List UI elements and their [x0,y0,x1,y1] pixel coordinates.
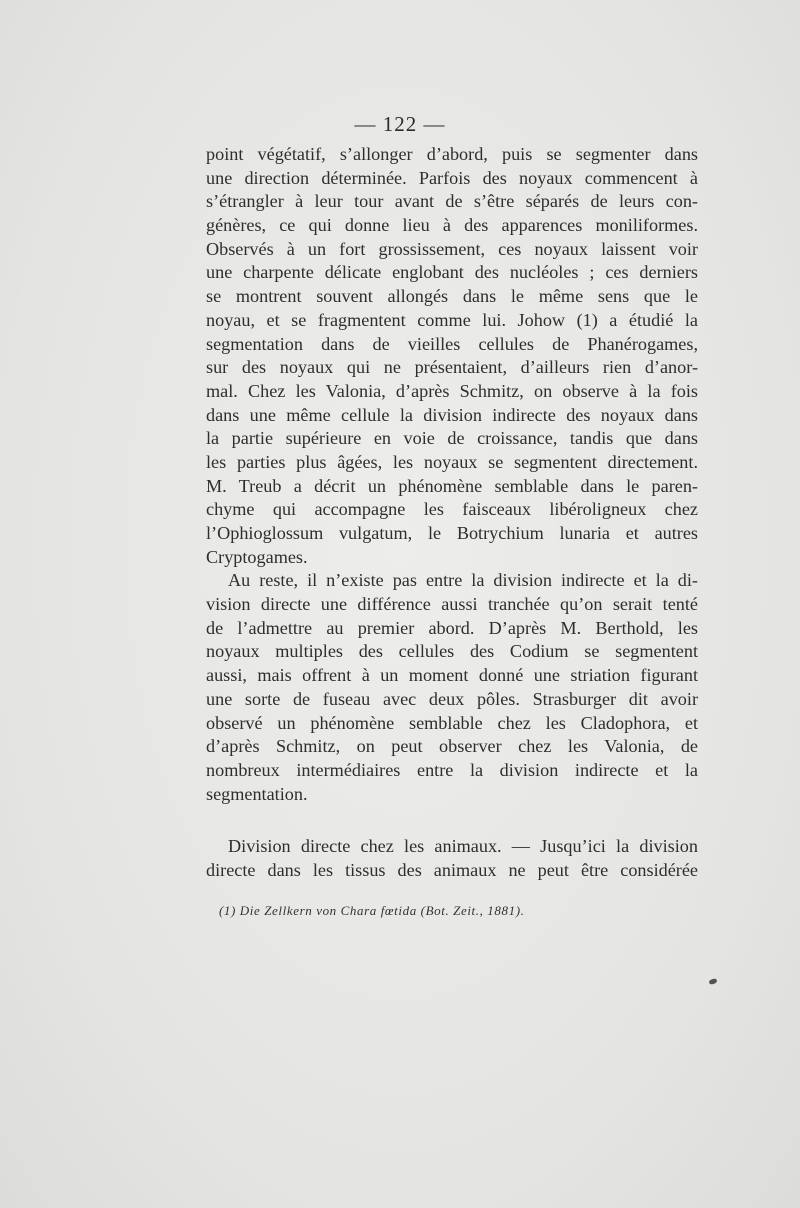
text-line: une sorte de fuseau avec deux pôles. Strasburger dit avoir [206,688,698,709]
text-line: une direction déterminée. Parfois des noyaux commencent à [206,167,698,188]
text-line: de l’admettre au premier abord. D’après M. Berthold, les [206,617,698,638]
text-line: aussi, mais offrent à un moment donné une striation figurant [206,665,698,686]
footnote: (1) Die Zellkern von Chara fœtida (Bot. Zeit., 1881). [219,903,525,918]
text-line: noyaux multiples des cellules des Codium se segmentent [206,641,698,662]
ink-smudge [708,978,717,985]
text-line: une charpente délicate englobant des nucléoles ; ces derniers [206,262,698,283]
text-line: génères, ce qui donne lieu à des apparences moniliformes. [206,215,698,236]
text-line: l’Ophioglossum vulgatum, le Botrychium lunaria et autres [206,523,698,543]
text-line: s’étrangler à leur tour avant de s’être séparés de leurs con- [206,191,698,212]
text-line: les parties plus âgées, les noyaux se segmentent directement. [206,451,698,472]
text-line: observé un phénomène semblable chez les Cladophora, et [206,712,698,733]
text-line: Observés à un fort grossissement, ces noyaux laissent voir [206,238,698,259]
body-text [206,143,698,883]
section-heading-line: Division directe chez les animaux. — Jusqu’ici la division [228,836,698,857]
text-line: d’après Schmitz, on peut observer chez les Valonia, de [206,736,698,757]
text-line: sur des noyaux qui ne présentaient, d’ailleurs rien d’anor- [206,357,698,378]
text-line: Cryptogames. [206,546,308,567]
text-line: chyme qui accompagne les faisceaux libéroligneux chez [206,499,698,520]
page-number: — 122 — [354,112,446,136]
text-line: vision directe une différence aussi tranchée qu’on serait tenté [206,594,698,615]
text-line: directe dans les tissus des animaux ne peut être considérée [206,859,698,880]
paragraph-gap [206,806,698,835]
text-line: noyau, et se fragmentent comme lui. Johow (1) a étudié la [206,309,698,330]
text-line: se montrent souvent allongés dans le même sens que le [206,286,698,307]
text-line: segmentation dans de vieilles cellules de Phanérogames, [206,333,698,354]
text-line: point végétatif, s’allonger d’abord, puis se segmenter dans [206,144,698,164]
text-line: nombreux intermédiaires entre la division indirecte et la [206,759,698,780]
text-line: segmentation. [206,783,308,804]
text-line: la partie supérieure en voie de croissance, tandis que dans [206,428,698,449]
text-line: mal. Chez les Valonia, d’après Schmitz, on observe à la fois [206,380,698,401]
text-line: Au reste, il n’existe pas entre la division indirecte et la di- [228,570,698,591]
text-line: M. Treub a décrit un phénomène semblable dans le paren- [206,475,698,496]
text-line: dans une même cellule la division indirecte des noyaux dans [206,404,698,425]
